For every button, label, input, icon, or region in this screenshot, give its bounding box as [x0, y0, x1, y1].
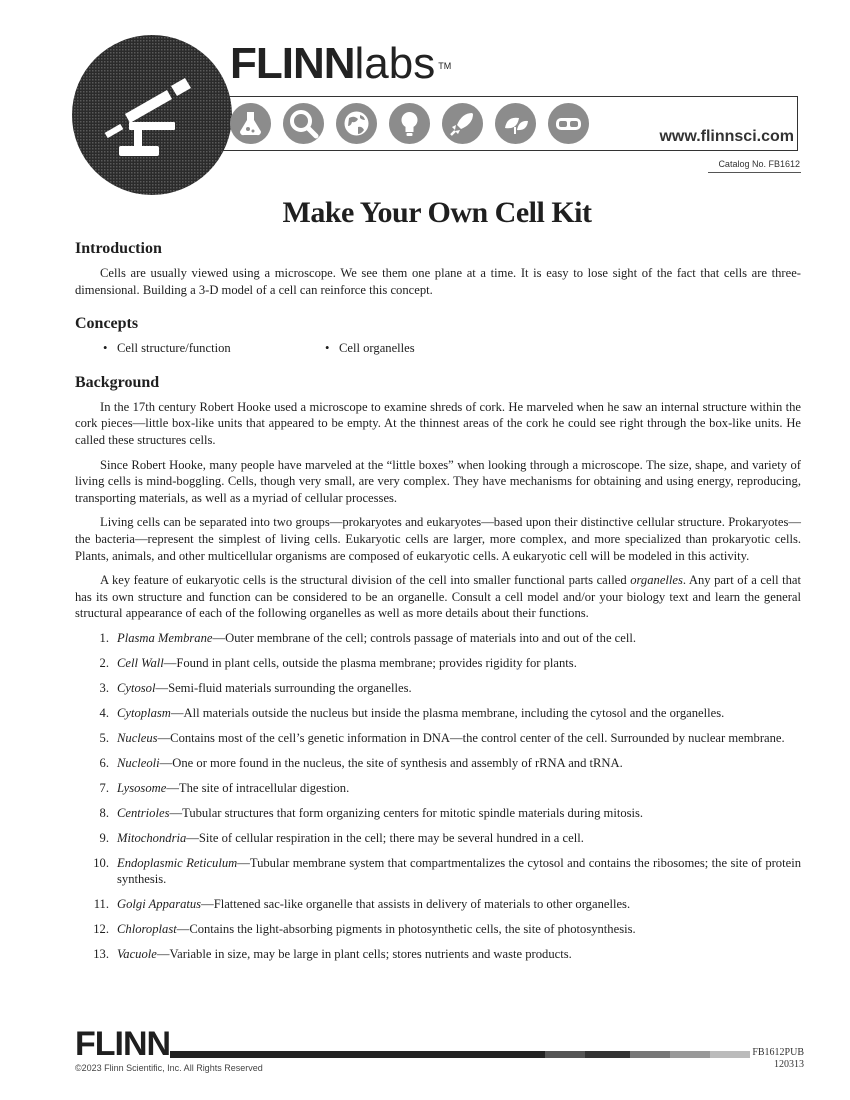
rocket-icon [442, 103, 483, 144]
background-heading: Background [75, 373, 160, 391]
organelle-list [75, 630, 801, 963]
introduction-heading: Introduction [75, 240, 162, 257]
organelle-description: —The site of intracellular digestion. [166, 780, 350, 795]
magnifier-icon [283, 103, 324, 144]
introduction-section [75, 240, 801, 298]
brand-light: labs [354, 39, 436, 88]
organelle-description: —Flattened sac-like organelle that assists in delivery of materials to other organelles. [201, 897, 631, 912]
organelle-term: Chloroplast [117, 922, 177, 937]
item-number: 5. [99, 730, 109, 745]
catalog-number: Catalog No. FB1612 [718, 159, 800, 169]
item-number: 3. [99, 680, 109, 695]
organelle-description: —One or more found in the nucleus, the site of synthesis and assembly of rRNA and tRNA. [159, 755, 623, 770]
item-number: 1. [99, 630, 109, 645]
organelle-term: Cytosol [117, 680, 156, 695]
publication-code [752, 1047, 804, 1071]
item-number: 7. [99, 780, 109, 795]
globe-icon [336, 103, 377, 144]
list-item [75, 921, 801, 938]
item-number: 4. [99, 705, 109, 720]
topic-icons [230, 103, 589, 144]
page-title: Make Your Own Cell Kit [282, 196, 592, 229]
concepts-heading: Concepts [75, 315, 139, 333]
footer-flinn-logo: FLINN [75, 1025, 171, 1063]
organelle-description: —Outer membrane of the cell; controls passage of materials into and out of the cell. [212, 630, 637, 645]
flinnlabs-brand [230, 39, 452, 88]
organelle-term: Vacuole [117, 947, 157, 962]
goggles-icon [548, 103, 589, 144]
background-paragraph [75, 572, 801, 622]
organelle-description: —Variable in size, may be large in plant cells; stores nutrients and waste products. [156, 947, 572, 962]
organelle-term: Plasma Membrane [117, 630, 213, 645]
organelle-description: —Contains the light-absorbing pigments in photosynthetic cells, the site of photosynthesis. [176, 922, 636, 937]
list-item [75, 830, 801, 847]
pub-date: 120313 [774, 1059, 804, 1070]
list-item [75, 655, 801, 672]
item-number: 12. [93, 922, 109, 937]
organelle-term: Nucleus [117, 730, 158, 745]
organelle-term: Golgi Apparatus [117, 897, 202, 912]
background-paragraph: Living cells can be separated into two groups—prokaryotes and eukaryotes—based upon their distinctive cellular structure. Prokaryotes—the bacteria—represent the simplest of living cells. Eukaryotic cells are larger, more complex, and more specialized than prokaryotic cells. Plants, animals, and other multicellular organisms are composed of eukaryotic cells. A eukaryotic cell will be modeled in this activity. [75, 515, 801, 563]
background-section [75, 374, 801, 963]
emphasis-term: organelles [630, 573, 683, 588]
organelle-description: —Contains most of the cell’s genetic information in DNA—the control center of the cell. Surrounded by nuclear membrane. [157, 730, 785, 745]
list-item [75, 730, 801, 747]
organelle-term: Cell Wall [117, 655, 164, 670]
organelle-term: Cytoplasm [117, 705, 171, 720]
list-item [75, 630, 801, 647]
item-number: 9. [99, 830, 109, 845]
list-item [75, 805, 801, 822]
organelle-description: —Site of cellular respiration in the cell; there may be several hundred in a cell. [186, 830, 584, 845]
organelle-description: —Tubular membrane system that compartmentalizes the cytosol and contains the ribosomes; the site of protein synthesis. [117, 855, 801, 887]
organelle-description: —All materials outside the nucleus but inside the plasma membrane, including the cytosol and the organelles. [170, 705, 725, 720]
lightbulb-icon [389, 103, 430, 144]
list-item [75, 855, 801, 888]
item-number: 2. [99, 655, 109, 670]
introduction-text: Cells are usually viewed using a microscope. We see them one plane at a time. It is easy to lose sight of the fact that cells are three-dimensional. Building a 3-D model of a cell can reinforce this concept. [75, 266, 801, 297]
concept-item: • Cell structure/function [103, 340, 325, 357]
list-item [75, 896, 801, 913]
pub-code: FB1612PUB [752, 1047, 804, 1058]
organelle-term: Mitochondria [117, 830, 187, 845]
list-item [75, 680, 801, 697]
organelle-term: Lysosome [117, 780, 167, 795]
list-item [75, 755, 801, 772]
item-number: 8. [99, 805, 109, 820]
concepts-list [75, 340, 801, 357]
flask-icon [230, 103, 271, 144]
footer-bar [170, 1051, 750, 1058]
organelle-description: —Found in plant cells, outside the plasma membrane; provides rigidity for plants. [163, 655, 577, 670]
item-number: 13. [93, 947, 109, 962]
brand-trademark: TM [438, 61, 452, 71]
background-paragraph: Since Robert Hooke, many people have marveled at the “little boxes” when looking through a microscope. The size, shape, and variety of living cells is mind-boggling. Cells, though very small, are very complex. They have mechanisms for obtaining and using energy, reproducing, transporting materials, as well as a myriad of cellular processes. [75, 457, 801, 505]
list-item [75, 705, 801, 722]
organelle-description: —Semi-fluid materials surrounding the organelles. [155, 680, 412, 695]
organelle-term: Nucleoli [117, 755, 160, 770]
website-url[interactable]: www.flinnsci.com [659, 128, 794, 145]
copyright-notice: ©2023 Flinn Scientific, Inc. All Rights Reserved [75, 1063, 263, 1073]
organelle-term: Endoplasmic Reticulum [117, 855, 238, 870]
item-number: 6. [99, 755, 109, 770]
document-body [75, 240, 801, 980]
concept-item: • Cell organelles [325, 340, 415, 357]
background-paragraph: In the 17th century Robert Hooke used a microscope to examine shreds of cork. He marveled when he saw an internal structure within the cork pieces—little box-like units that appeared to be empty. At the thinnest areas of the cork he could see right through the box-like units. He called these structures cells. [75, 399, 801, 447]
concepts-section [75, 315, 801, 357]
catalog-divider [708, 172, 801, 173]
list-item [75, 780, 801, 797]
paragraph-text: A key feature of eukaryotic cells is the structural division of the cell into smaller functional parts called [100, 573, 631, 588]
item-number: 11. [93, 897, 109, 912]
organelle-description: —Tubular structures that form organizing centers for mitotic spindle materials during mitosis. [169, 805, 644, 820]
list-item [75, 946, 801, 963]
brand-bold: FLINN [230, 39, 355, 88]
leaves-icon [495, 103, 536, 144]
organelle-term: Centrioles [117, 805, 170, 820]
item-number: 10. [93, 855, 109, 870]
paragraph-text: . Any part of a cell that has its own structure and function can be considered to be an organelle. Consult a cell model and/or your biology text and learn the general structural appearance of each of the following organelles as well as more details about their functions. [75, 573, 802, 621]
